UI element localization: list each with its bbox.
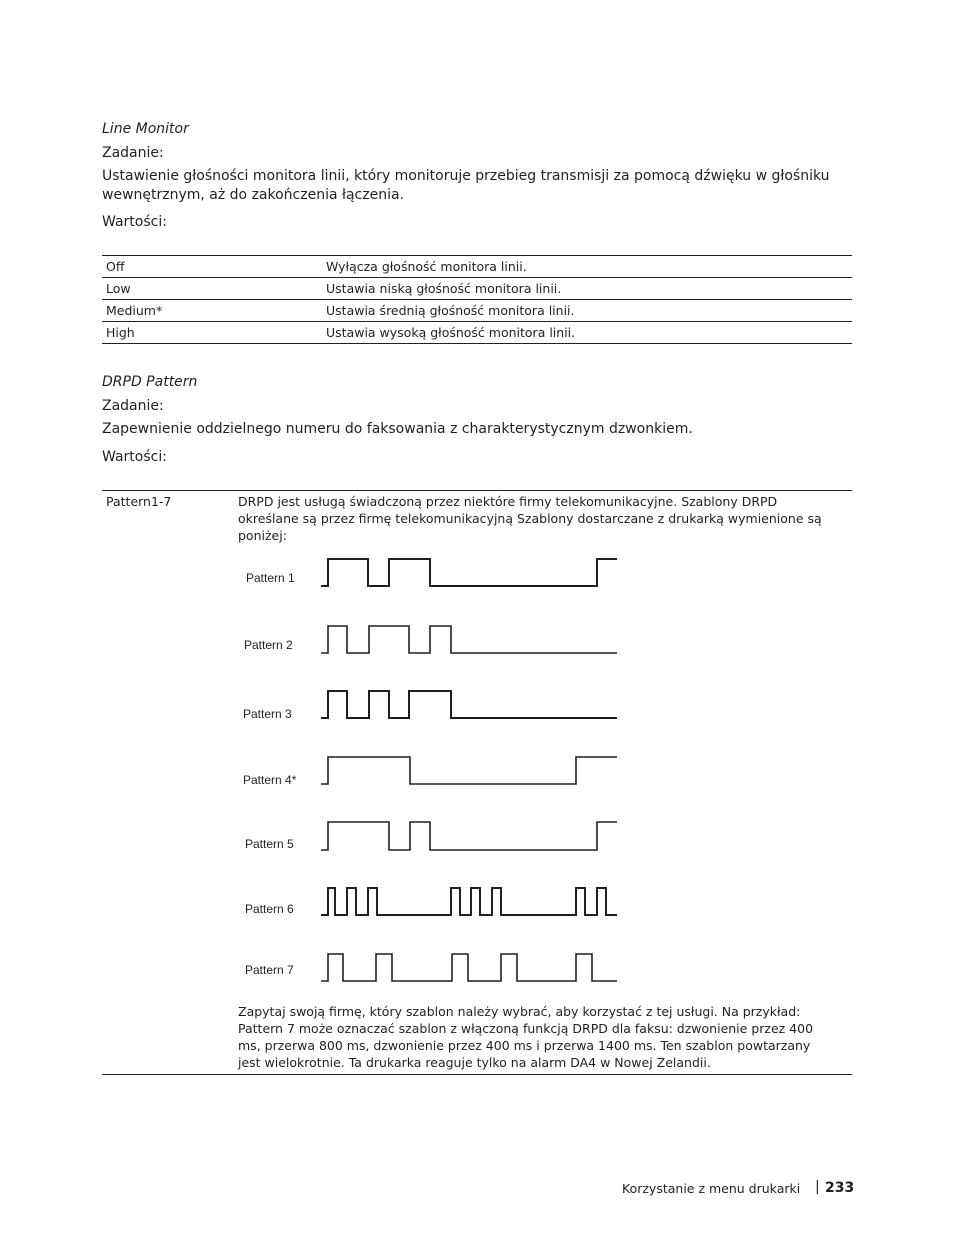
pattern-1-waveform [321,559,617,586]
page-number: 233 [825,1180,855,1196]
pattern-7-label: Pattern 7 [245,963,294,977]
value-cell: High [106,325,135,340]
pattern-3-waveform [321,691,617,718]
drpd-task-text: Zapewnienie oddzielnego numeru do faksowania z charakterystycznym dzwonkiem. [102,421,693,437]
value-cell: Off [106,259,125,274]
pattern-2-waveform [321,626,617,653]
line-monitor-task-label: Zadanie: [102,145,164,161]
pattern-3-label: Pattern 3 [243,707,292,721]
drpd-title: DRPD Pattern [102,374,198,390]
desc-cell: Ustawia średnią głośność monitora linii. [326,303,575,318]
pattern-4-label: Pattern 4* [243,773,297,787]
line-monitor-title: Line Monitor [102,121,189,137]
pattern-2-label: Pattern 2 [244,638,293,652]
desc-cell: Ustawia niską głośność monitora linii. [326,281,562,296]
drpd-values-label: Wartości: [102,449,167,465]
desc-cell: Ustawia wysoką głośność monitora linii. [326,325,576,340]
footer-separator: | [815,1179,820,1195]
pattern-7-waveform [321,954,617,981]
value-cell: Medium* [106,303,163,318]
pattern-4-waveform [321,757,617,784]
value-cell: Low [106,281,131,296]
pattern-1-label: Pattern 1 [246,571,295,585]
desc-cell: Wyłącza głośność monitora linii. [326,259,527,274]
drpd-intro-text: DRPD jest usługą świadczoną przez niektóre firmy telekomunikacyjne. Szablony DRPD określane są przez firmę telekomunikacyjną Szablony dostarczane z drukarką wymienione są poniżej: [238,494,822,543]
line-monitor-task-text: Ustawienie głośności monitora linii, który monitoruje przebieg transmisji za pomocą dźwięku w głośniku wewnętrznym, aż do zakończenia łączenia. [102,168,830,203]
pattern-5-label: Pattern 5 [245,837,294,851]
drpd-note-text: Zapytaj swoją firmę, który szablon należy wybrać, aby korzystać z tej usługi. Na przykład: Pattern 7 może oznaczać szablon z włączoną funkcją DRPD dla faksu: dzwonienie przez 400 ms, przerwa 800 ms, dzwonienie przez 400 ms i przerwa 1400 ms. Ten szablon powtarzany jest wielokrotnie. Ta drukarka reaguje tylko na alarm DA4 w Nowej Zelandii. [238,1004,814,1070]
pattern-6-label: Pattern 6 [245,902,294,916]
pattern-5-waveform [321,822,617,850]
footer-section-title: Korzystanie z menu drukarki [622,1181,801,1196]
drpd-value-cell: Pattern1-7 [106,494,172,509]
line-monitor-values-label: Wartości: [102,214,167,230]
drpd-task-label: Zadanie: [102,398,164,414]
pattern-6-waveform [321,888,617,915]
